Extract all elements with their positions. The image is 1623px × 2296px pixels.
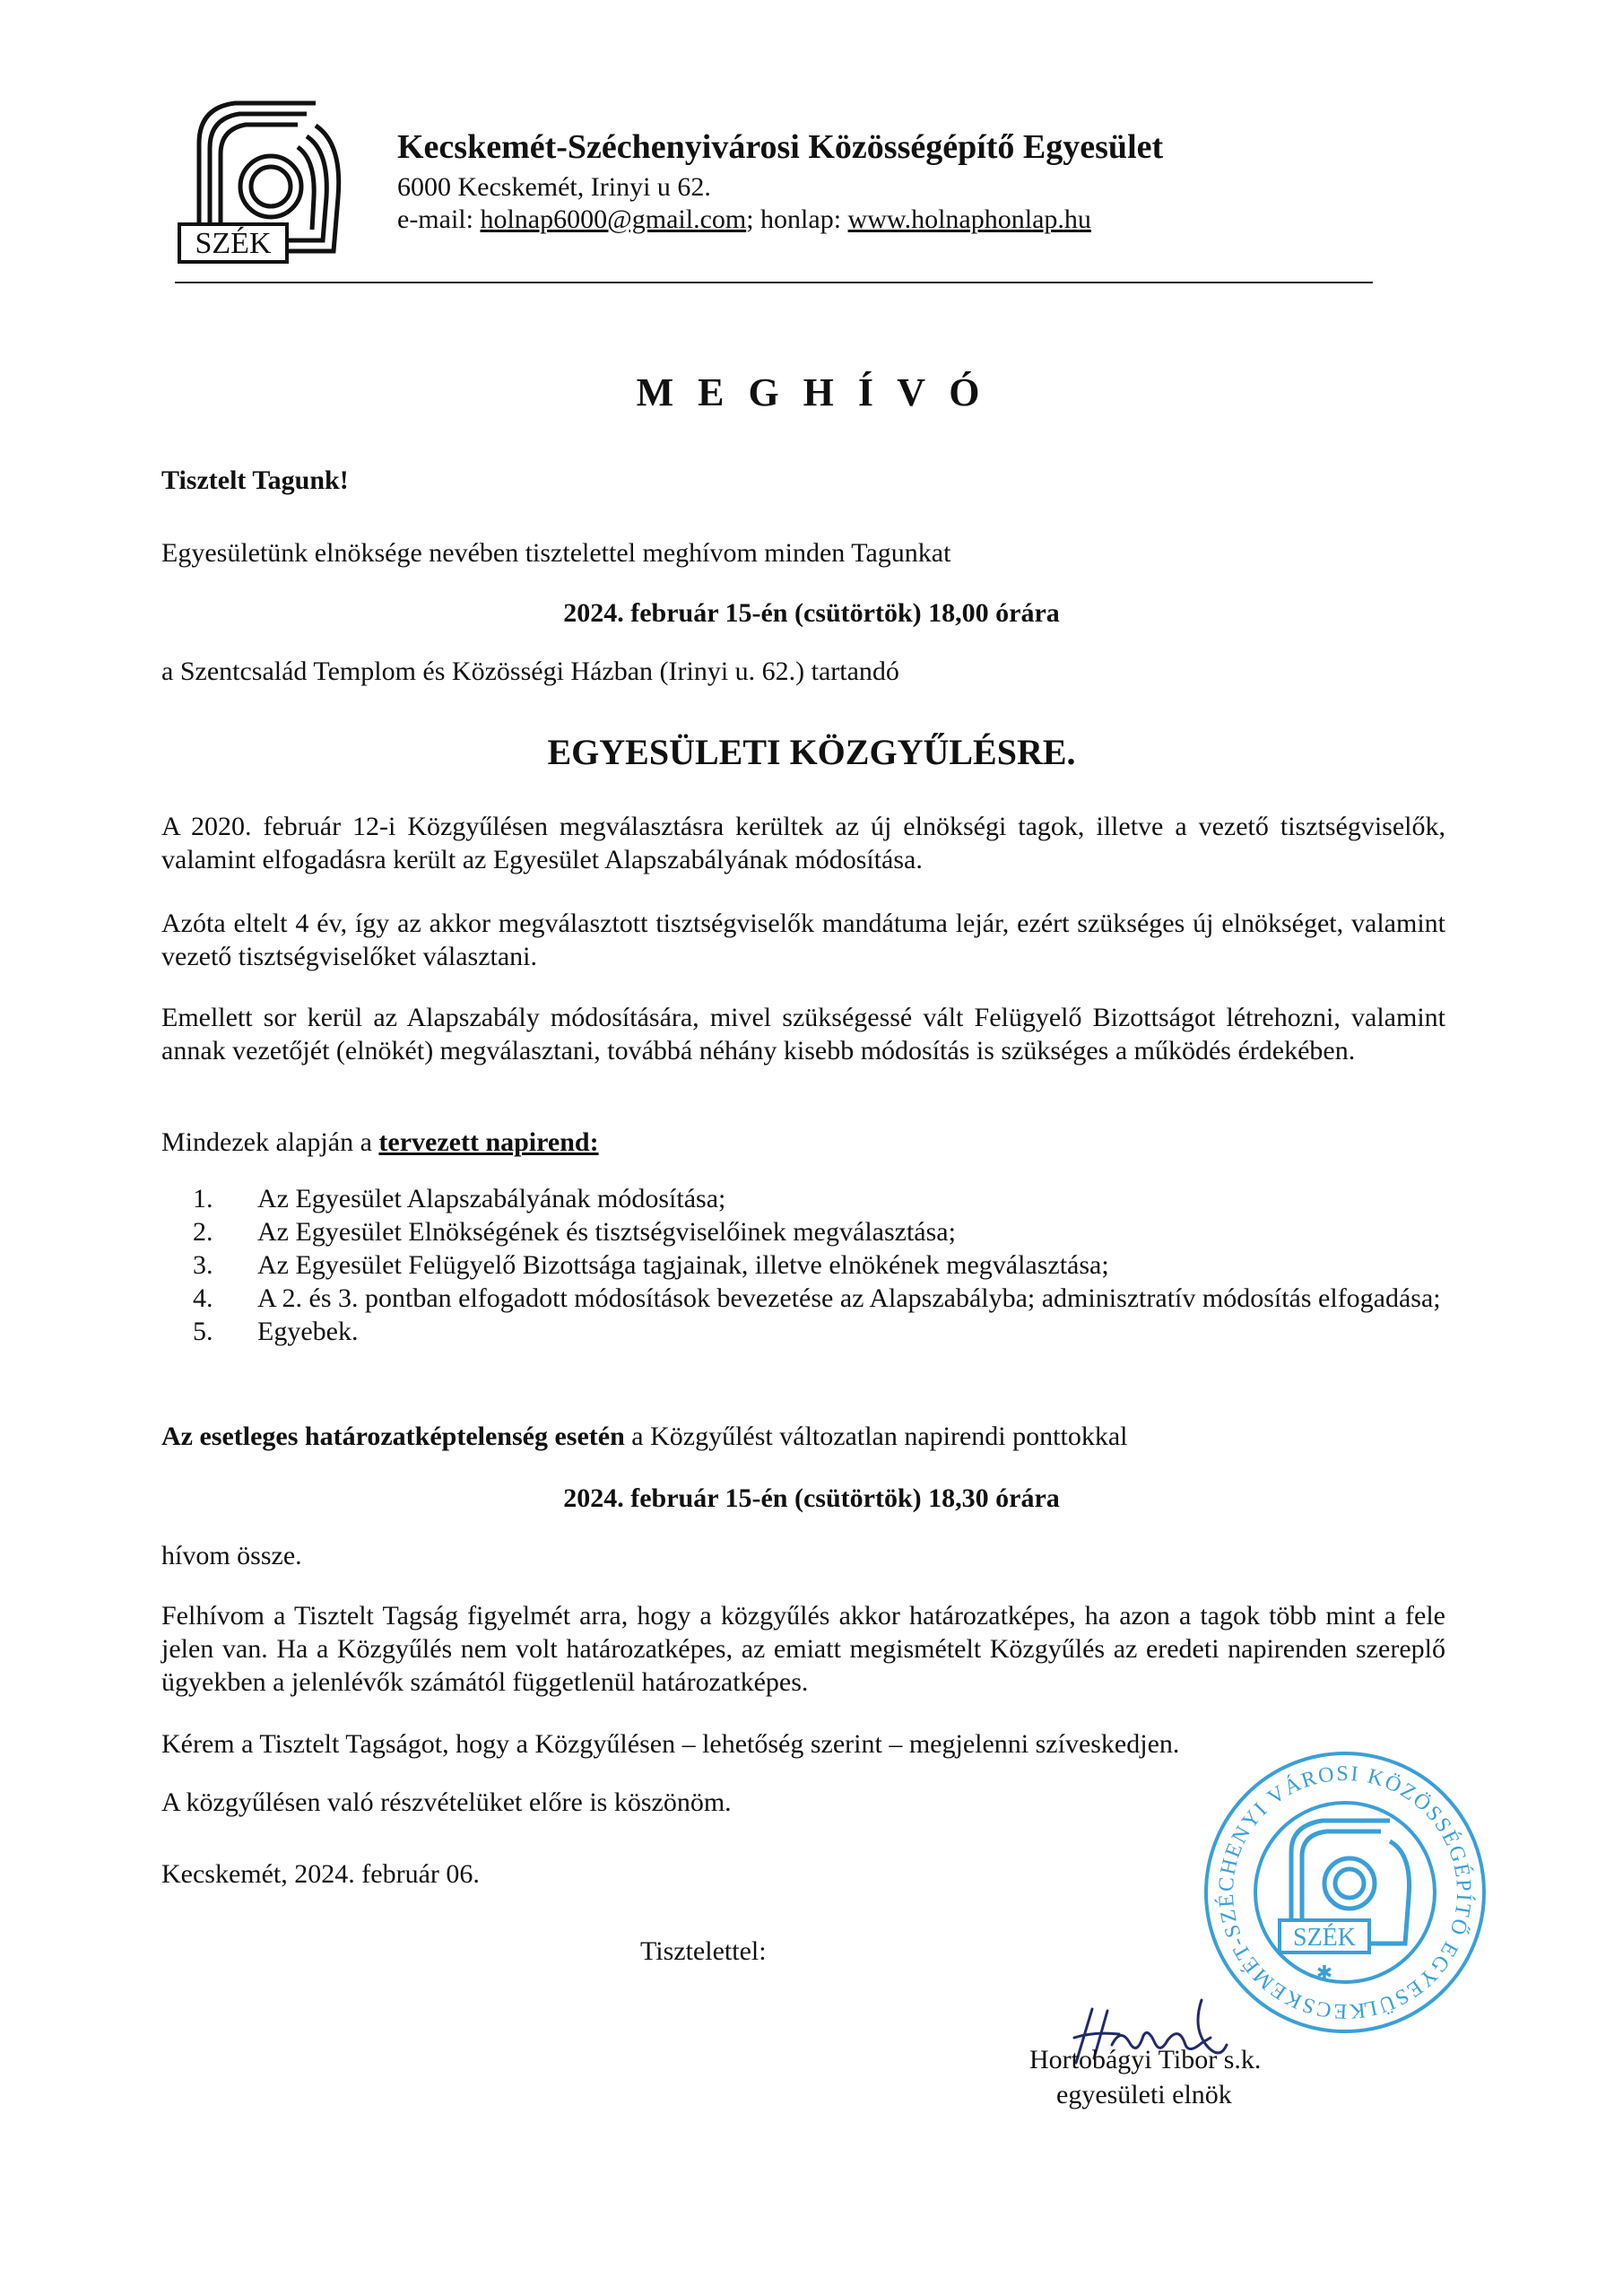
salutation: Tisztelt Tagunk! — [161, 465, 349, 495]
agenda-number: 5. — [193, 1317, 213, 1346]
agenda-item — [193, 1248, 1448, 1282]
stamp-logo-text: SZÉK — [1293, 1924, 1356, 1952]
paragraph-text: Emellett sor kerül az Alapszabály módosítására, mivel szükségessé vált Felügyelő Bizottságot létrehozni, valamint annak vezetőjét (elnökét) megválasztani, továbbá néhány kisebb módosítás is szükséges a működés érdekében. — [161, 1003, 1445, 1065]
agenda-text: Az Egyesület Elnökségének és tisztségviselőinek megválasztása; — [257, 1217, 956, 1247]
convene-text: hívom össze. — [161, 1541, 302, 1570]
svg-text:✱: ✱ — [1315, 1962, 1333, 1985]
quorum-rest: a Közgyűlést változatlan napirendi ponttokkal — [624, 1422, 1128, 1451]
meeting-date: 2024. február 15-én (csütörtök) 18,00 órára — [563, 598, 1060, 628]
paragraph-text: Felhívom a Tisztelt Tagság figyelmét arra, hogy a közgyűlés akkor határozatképes, ha azon a tagok több mint a fele jelen van. Ha a Közgyűlés nem volt határozatképes, az emiatt megismételt Közgyűlés az eredeti napirenden szereplő ügyekben a jelenlévők számától függetlenül határozatképes. — [161, 1601, 1445, 1697]
agenda-text: Az Egyesület Felügyelő Bizottsága tagjainak, illetve elnökének megválasztása; — [257, 1250, 1109, 1280]
paragraph-amendment — [161, 1001, 1445, 1067]
agenda-number: 1. — [193, 1184, 213, 1213]
agenda-intro-bold: tervezett napirend: — [378, 1127, 599, 1157]
signer-name: Hortobágyi Tibor s.k. — [1029, 2045, 1262, 2074]
intro-text: Egyesületünk elnöksége nevében tisztelettel meghívom minden Tagunkat — [161, 538, 951, 568]
agenda-number: 2. — [193, 1217, 213, 1247]
agenda-text: Az Egyesület Alapszabályának módosítása; — [257, 1184, 726, 1213]
agenda-text: A 2. és 3. pontban elfogadott módosítások bevezetése az Alapszabályba; adminisztratív módosítás elfogadása; — [257, 1283, 1441, 1313]
closing-text: Tisztelettel: — [640, 1936, 767, 1966]
thanks-text: A közgyűlésen való részvételüket előre is köszönöm. — [161, 1787, 732, 1817]
repeat-meeting-date: 2024. február 15-én (csütörtök) 18,30 órára — [563, 1483, 1060, 1513]
agenda-intro-text: Mindezek alapján a — [161, 1127, 379, 1157]
organization-name: Kecskemét-Széchenyivárosi Közösségépítő Egyesület — [397, 128, 1164, 166]
svg-text:KECSKEMÉT-SZÉCHENYI VÁROSI KÖZ — [1197, 1744, 1493, 2040]
agenda-number: 4. — [193, 1283, 213, 1313]
agenda-item — [193, 1215, 1448, 1248]
agenda-intro — [161, 1127, 599, 1158]
web-label: ; honlap: — [746, 204, 842, 234]
place-date: Kecskemét, 2024. február 06. — [161, 1859, 480, 1889]
email-label: e-mail: — [397, 204, 473, 234]
logo-text: SZÉK — [195, 227, 272, 260]
paragraph-quorum-notice — [161, 1599, 1445, 1699]
szek-logo — [172, 90, 352, 269]
quorum-bold: Az esetleges határozatképtelenség esetén — [161, 1422, 625, 1451]
stamp-ring-text: KECSKEMÉT-SZÉCHENYI VÁROSI KÖZÖSSÉGÉPÍTŐ EGYESÜLET — [1214, 1761, 1476, 2023]
organization-address: 6000 Kecskemét, Irinyi u 62. — [397, 172, 711, 202]
paragraph-text: Azóta eltelt 4 év, így az akkor megválasztott tisztségviselők mandátuma lejár, ezért szükséges új elnökséget, valamint vezető tisztségviselőket választani. — [161, 909, 1445, 971]
agenda-list — [193, 1182, 1448, 1348]
agenda-number: 3. — [193, 1250, 213, 1280]
signer-role: egyesületi elnök — [1056, 2080, 1232, 2109]
document-title: M E G H Í V Ó — [636, 370, 987, 414]
paragraph-text: A 2020. február 12-i Közgyűlésen megválasztásra kerültek az új elnökségi tagok, illetve a vezető tisztségviselők, valamint elfogadásra került az Egyesület Alapszabályának módosítása. — [161, 812, 1445, 874]
quorum-text — [161, 1422, 1127, 1452]
organization-contacts — [397, 204, 1091, 235]
venue-text: a Szentcsalád Templom és Közösségi Házban (Irinyi u. 62.) tartandó — [161, 657, 899, 686]
request-text: Kérem a Tisztelt Tagságot, hogy a Közgyűlésen – lehetőség szerint – megjelenni szíveskedjen. — [161, 1729, 1180, 1759]
paragraph-previous-meeting — [161, 810, 1445, 876]
agenda-item — [193, 1315, 1448, 1348]
official-stamp — [1197, 1744, 1493, 2040]
meeting-heading: EGYESÜLETI KÖZGYŰLÉSRE. — [547, 732, 1076, 772]
agenda-item — [193, 1182, 1448, 1215]
agenda-item — [193, 1282, 1448, 1315]
agenda-text: Egyebek. — [257, 1317, 359, 1346]
email-link[interactable]: holnap6000@gmail.com — [480, 204, 747, 234]
paragraph-mandate — [161, 907, 1445, 973]
website-link[interactable]: www.holnaphonlap.hu — [847, 204, 1091, 234]
header-divider — [175, 282, 1373, 283]
